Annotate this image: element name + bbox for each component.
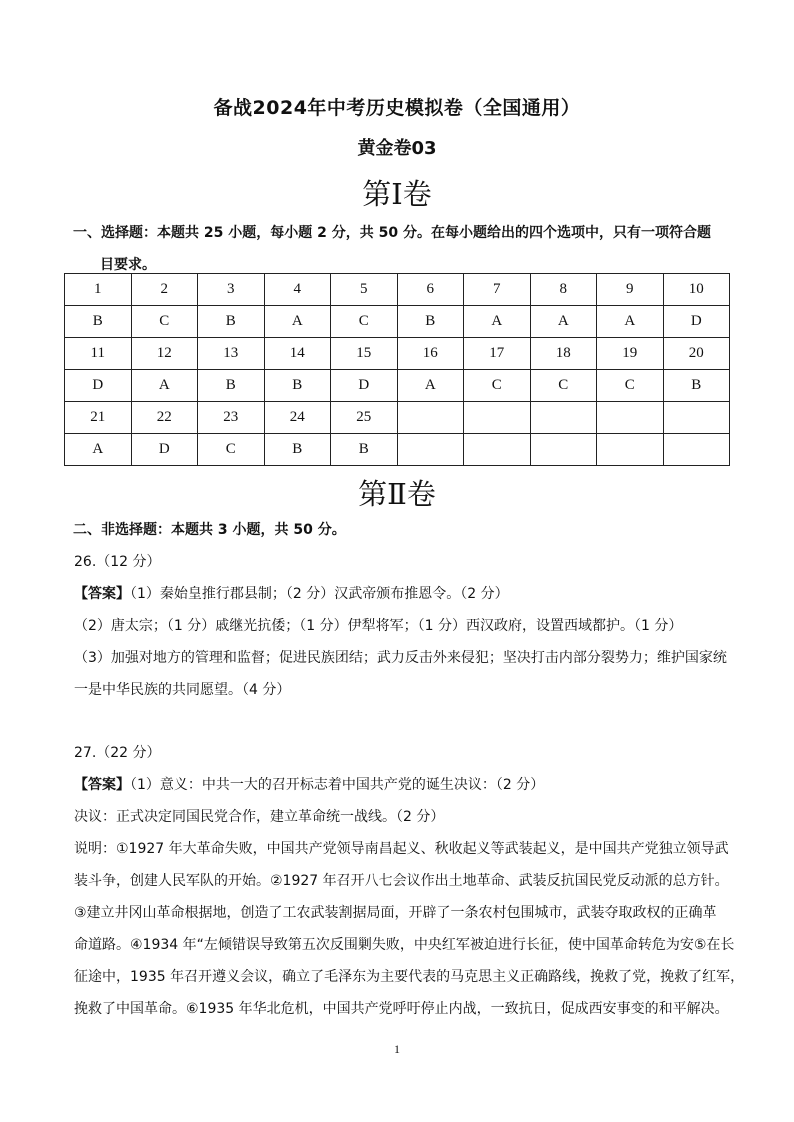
q27-answer-line-3: 说明：①1927 年大革命失败，中国共产党领导南昌起义、秋收起义等武装起义，是中国共产党独立领导武 — [74, 841, 729, 857]
answer-table-cell: C — [198, 434, 265, 466]
section-one-line-2: 目要求。 — [100, 257, 156, 273]
answer-table-cell: B — [331, 434, 398, 466]
answer-table-cell: A — [397, 370, 464, 402]
answer-table — [64, 273, 730, 466]
answer-table-cell: 7 — [464, 274, 531, 306]
answer-table-cell: 2 — [131, 274, 198, 306]
answer-table-cell: 14 — [264, 338, 331, 370]
answer-table-cell: D — [663, 306, 730, 338]
answer-tag: 【答案】 — [74, 586, 130, 602]
answer-table-cell: 16 — [397, 338, 464, 370]
answer-table-cell: C — [331, 306, 398, 338]
answer-table-cell: C — [597, 370, 664, 402]
answer-table-cell: 18 — [530, 338, 597, 370]
answer-table-cell: 20 — [663, 338, 730, 370]
q26-number: 26.（12 分） — [74, 554, 161, 570]
answer-table-cell: A — [65, 434, 132, 466]
q27-answer-line-5: ③建立井冈山革命根据地，创造了工农武装割据局面，开辟了一条农村包围城市，武装夺取政权的正确革 — [74, 905, 717, 921]
answer-table-cell: A — [264, 306, 331, 338]
answer-table-cell — [663, 402, 730, 434]
answer-table-cell: 10 — [663, 274, 730, 306]
answer-table-cell: 24 — [264, 402, 331, 434]
volume-two-heading: 第Ⅱ卷 — [358, 477, 436, 511]
answer-table-cell: 12 — [131, 338, 198, 370]
section-one-line-1: 一、选择题：本题共 25 小题，每小题 2 分，共 50 分。在每小题给出的四个选项中，只有一项符合题 — [73, 225, 711, 241]
answer-table-cell: 8 — [530, 274, 597, 306]
q27-number: 27.（22 分） — [74, 745, 161, 761]
q27-text-1: （1）意义：中共一大的召开标志着中国共产党的诞生决议：（2 分） — [130, 777, 545, 793]
answer-table-cell: C — [131, 306, 198, 338]
answer-table-cell — [597, 402, 664, 434]
q26-answer-line-1 — [74, 583, 509, 603]
answer-table-cell: B — [397, 306, 464, 338]
q27-answer-line-2: 决议：正式决定同国民党合作，建立革命统一战线。（2 分） — [74, 809, 445, 825]
answer-table-cell: 17 — [464, 338, 531, 370]
q27-answer-line-7: 征途中，1935 年召开遵义会议，确立了毛泽东为主要代表的马克思主义正确路线，挽救了党，挽救了红军， — [74, 969, 745, 985]
answer-table-cell: B — [663, 370, 730, 402]
answer-table-cell — [397, 434, 464, 466]
answer-table-cell: 5 — [331, 274, 398, 306]
answer-table-cell: 11 — [65, 338, 132, 370]
answer-table-cell — [663, 434, 730, 466]
q27-answer-line-8: 挽救了中国革命。⑥1935 年华北危机，中国共产党呼吁停止内战，一致抗日，促成西安事变的和平解决。 — [74, 1001, 729, 1017]
volume-one-heading: 第Ⅰ卷 — [362, 177, 432, 211]
answer-table-cell: D — [331, 370, 398, 402]
answer-table-cell: B — [198, 306, 265, 338]
q27-answer-line-6: 命道路。④1934 年“左倾错误导致第五次反围剿失败，中央红军被迫进行长征，使中国革命转危为安⑤在长 — [74, 937, 735, 953]
answer-table-cell: 15 — [331, 338, 398, 370]
page-title: 备战2024年中考历史模拟卷（全国通用） — [213, 97, 581, 119]
answer-table-cell: B — [264, 370, 331, 402]
answer-table-cell: A — [597, 306, 664, 338]
answer-table-cell — [530, 434, 597, 466]
page-subtitle: 黄金卷03 — [357, 138, 437, 159]
section-two-heading: 二、非选择题：本题共 3 小题，共 50 分。 — [73, 522, 346, 538]
answer-table-cell: B — [65, 306, 132, 338]
answer-table-cell: 22 — [131, 402, 198, 434]
answer-table-cell: B — [198, 370, 265, 402]
answer-table-cell: 1 — [65, 274, 132, 306]
answer-table-cell: 9 — [597, 274, 664, 306]
answer-table-cell — [464, 434, 531, 466]
answer-table-row — [65, 306, 730, 338]
answer-table-cell: 25 — [331, 402, 398, 434]
answer-table-row — [65, 402, 730, 434]
answer-table-cell: 13 — [198, 338, 265, 370]
answer-table-cell: A — [530, 306, 597, 338]
answer-table-cell — [397, 402, 464, 434]
answer-table-cell: 3 — [198, 274, 265, 306]
answer-table-row — [65, 370, 730, 402]
answer-table-cell: B — [264, 434, 331, 466]
answer-table-cell — [530, 402, 597, 434]
answer-table-cell: 23 — [198, 402, 265, 434]
answer-table-cell — [597, 434, 664, 466]
q26-answer-line-2: （2）唐太宗；（1 分）戚继光抗倭；（1 分）伊犁将军；（1 分）西汉政府，设置西域都护。（1 分） — [74, 618, 683, 634]
answer-table-cell: 6 — [397, 274, 464, 306]
answer-table-cell — [464, 402, 531, 434]
answer-table-row — [65, 338, 730, 370]
answer-tag: 【答案】 — [74, 777, 130, 793]
answer-table-cell: C — [464, 370, 531, 402]
answer-table-cell: D — [131, 434, 198, 466]
page-number: 1 — [394, 1042, 400, 1056]
q27-answer-line-4: 装斗争，创建人民军队的开始。②1927 年召开八七会议作出土地革命、武装反抗国民党反动派的总方针。 — [74, 873, 729, 889]
q26-text-1: （1）秦始皇推行郡县制；（2 分）汉武帝颁布推恩令。（2 分） — [130, 586, 509, 602]
q26-answer-line-3: （3）加强对地方的管理和监督；促进民族团结；武力反击外来侵犯；坚决打击内部分裂势力；维护国家统 — [74, 650, 727, 666]
section-one-instructions — [73, 217, 733, 281]
answer-table-cell: A — [131, 370, 198, 402]
answer-table-cell: D — [65, 370, 132, 402]
answer-table-cell: 21 — [65, 402, 132, 434]
answer-table-cell: 19 — [597, 338, 664, 370]
q26-answer-line-4: 一是中华民族的共同愿望。（4 分） — [74, 682, 291, 698]
answer-table-cell: C — [530, 370, 597, 402]
answer-table-row — [65, 274, 730, 306]
answer-table-cell: 4 — [264, 274, 331, 306]
q27-answer-line-1 — [74, 774, 544, 794]
answer-table-row — [65, 434, 730, 466]
answer-table-cell: A — [464, 306, 531, 338]
